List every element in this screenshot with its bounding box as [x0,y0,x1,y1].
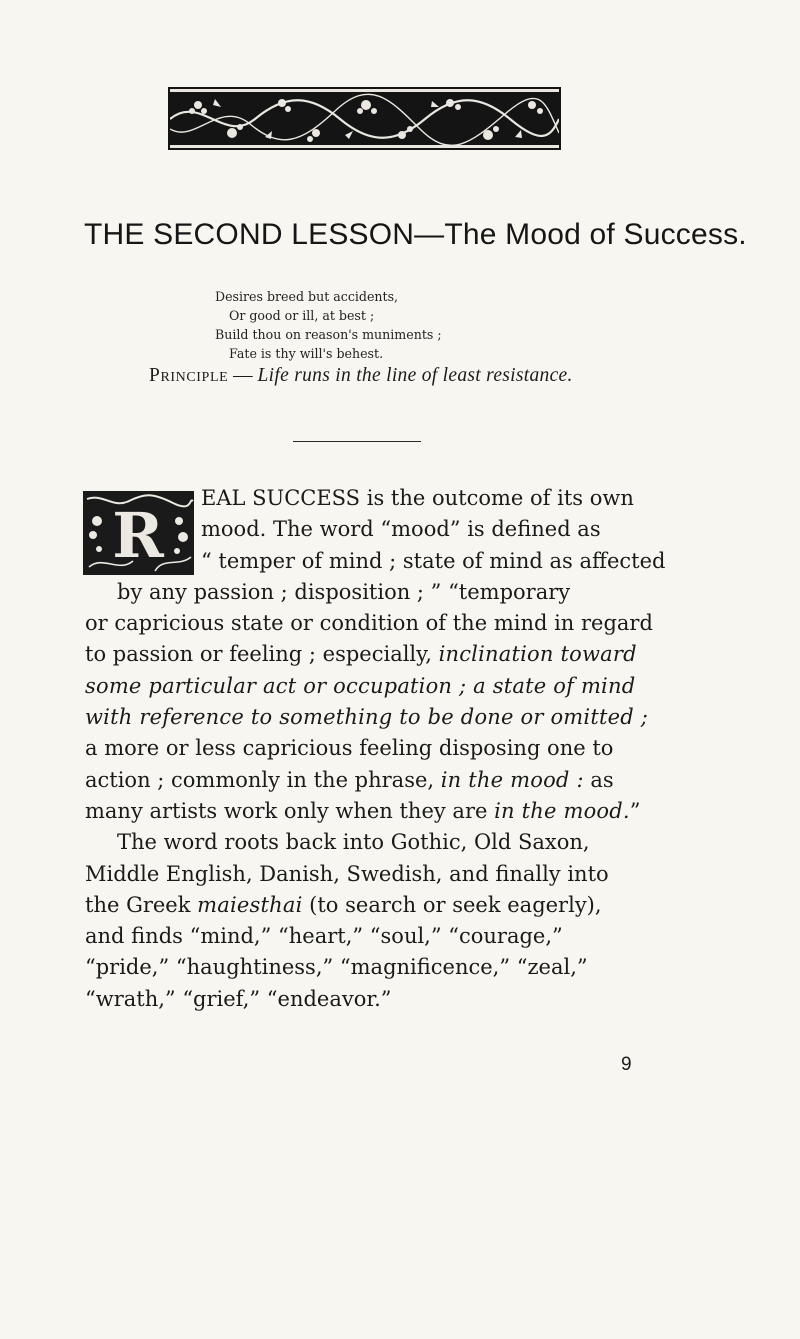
text-line: and finds “mind,” “heart,” “soul,” “courage,” [85,924,563,949]
text-run: to passion or feeling ; especially, [85,642,439,667]
italic-run: maiesthai [197,892,303,917]
lesson-heading: THE SECOND LESSON—The Mood of Success. [84,218,747,251]
text-line: mood. The word “mood” is defined as [201,517,601,542]
drop-cap-letter: R [112,499,164,572]
text-run: many artists work only when they are [85,798,495,823]
text-run: (to search or seek eagerly), [302,892,602,917]
lesson-body [85,483,666,1015]
italic-run: in the mood. [494,798,630,823]
verse-line: Or good or ill, at best ; [229,308,375,323]
italic-run: with reference to something to be done or omitted ; [85,705,649,730]
section-rule [293,441,421,442]
text-run: ” [629,798,641,823]
text-line [85,671,639,702]
text-run: as [583,767,614,792]
text-line: “ temper of mind ; state of mind as affected [201,548,666,573]
text-line [85,639,639,670]
principle-text: Life runs in the line of least resistance. [257,365,573,386]
verse-line: Fate is thy will's behest. [229,346,384,361]
text-run: the Greek [85,892,198,917]
text-line: “wrath,” “grief,” “endeavor.” [85,986,392,1011]
text-line: by any passion ; disposition ; ” “temporary [117,579,571,604]
text-line: a more or less capricious feeling disposing one to [85,736,614,761]
text-line [85,890,639,921]
text-run: action ; commonly in the phrase, [85,767,441,792]
italic-run: inclination toward [438,642,637,667]
italic-run: some particular act or occupation ; a state of mind [85,673,636,698]
verse-line: Desires breed but accidents, [215,289,399,304]
text-line: Middle English, Danish, Swedish, and finally into [85,861,609,886]
text-line [85,796,639,827]
text-line [85,765,639,796]
italic-run: in the mood : [440,767,584,792]
verse-line: Build thou on reason's muniments ; [215,327,442,342]
page-number: 9 [621,1054,632,1075]
epigraph-verse [215,287,575,363]
text-line: EAL SUCCESS is the outcome of its own [201,486,634,510]
text-line: The word roots back into Gothic, Old Saxon, [117,830,590,855]
floral-ornament-band [168,87,561,150]
text-line: “pride,” “haughtiness,” “magnificence,” “zeal,” [85,955,588,980]
principle-line [149,365,769,387]
principle-label: Principle [149,365,229,386]
principle-dash: — [228,365,258,386]
text-line: or capricious state or condition of the mind in regard [85,611,653,636]
text-line [85,702,649,733]
